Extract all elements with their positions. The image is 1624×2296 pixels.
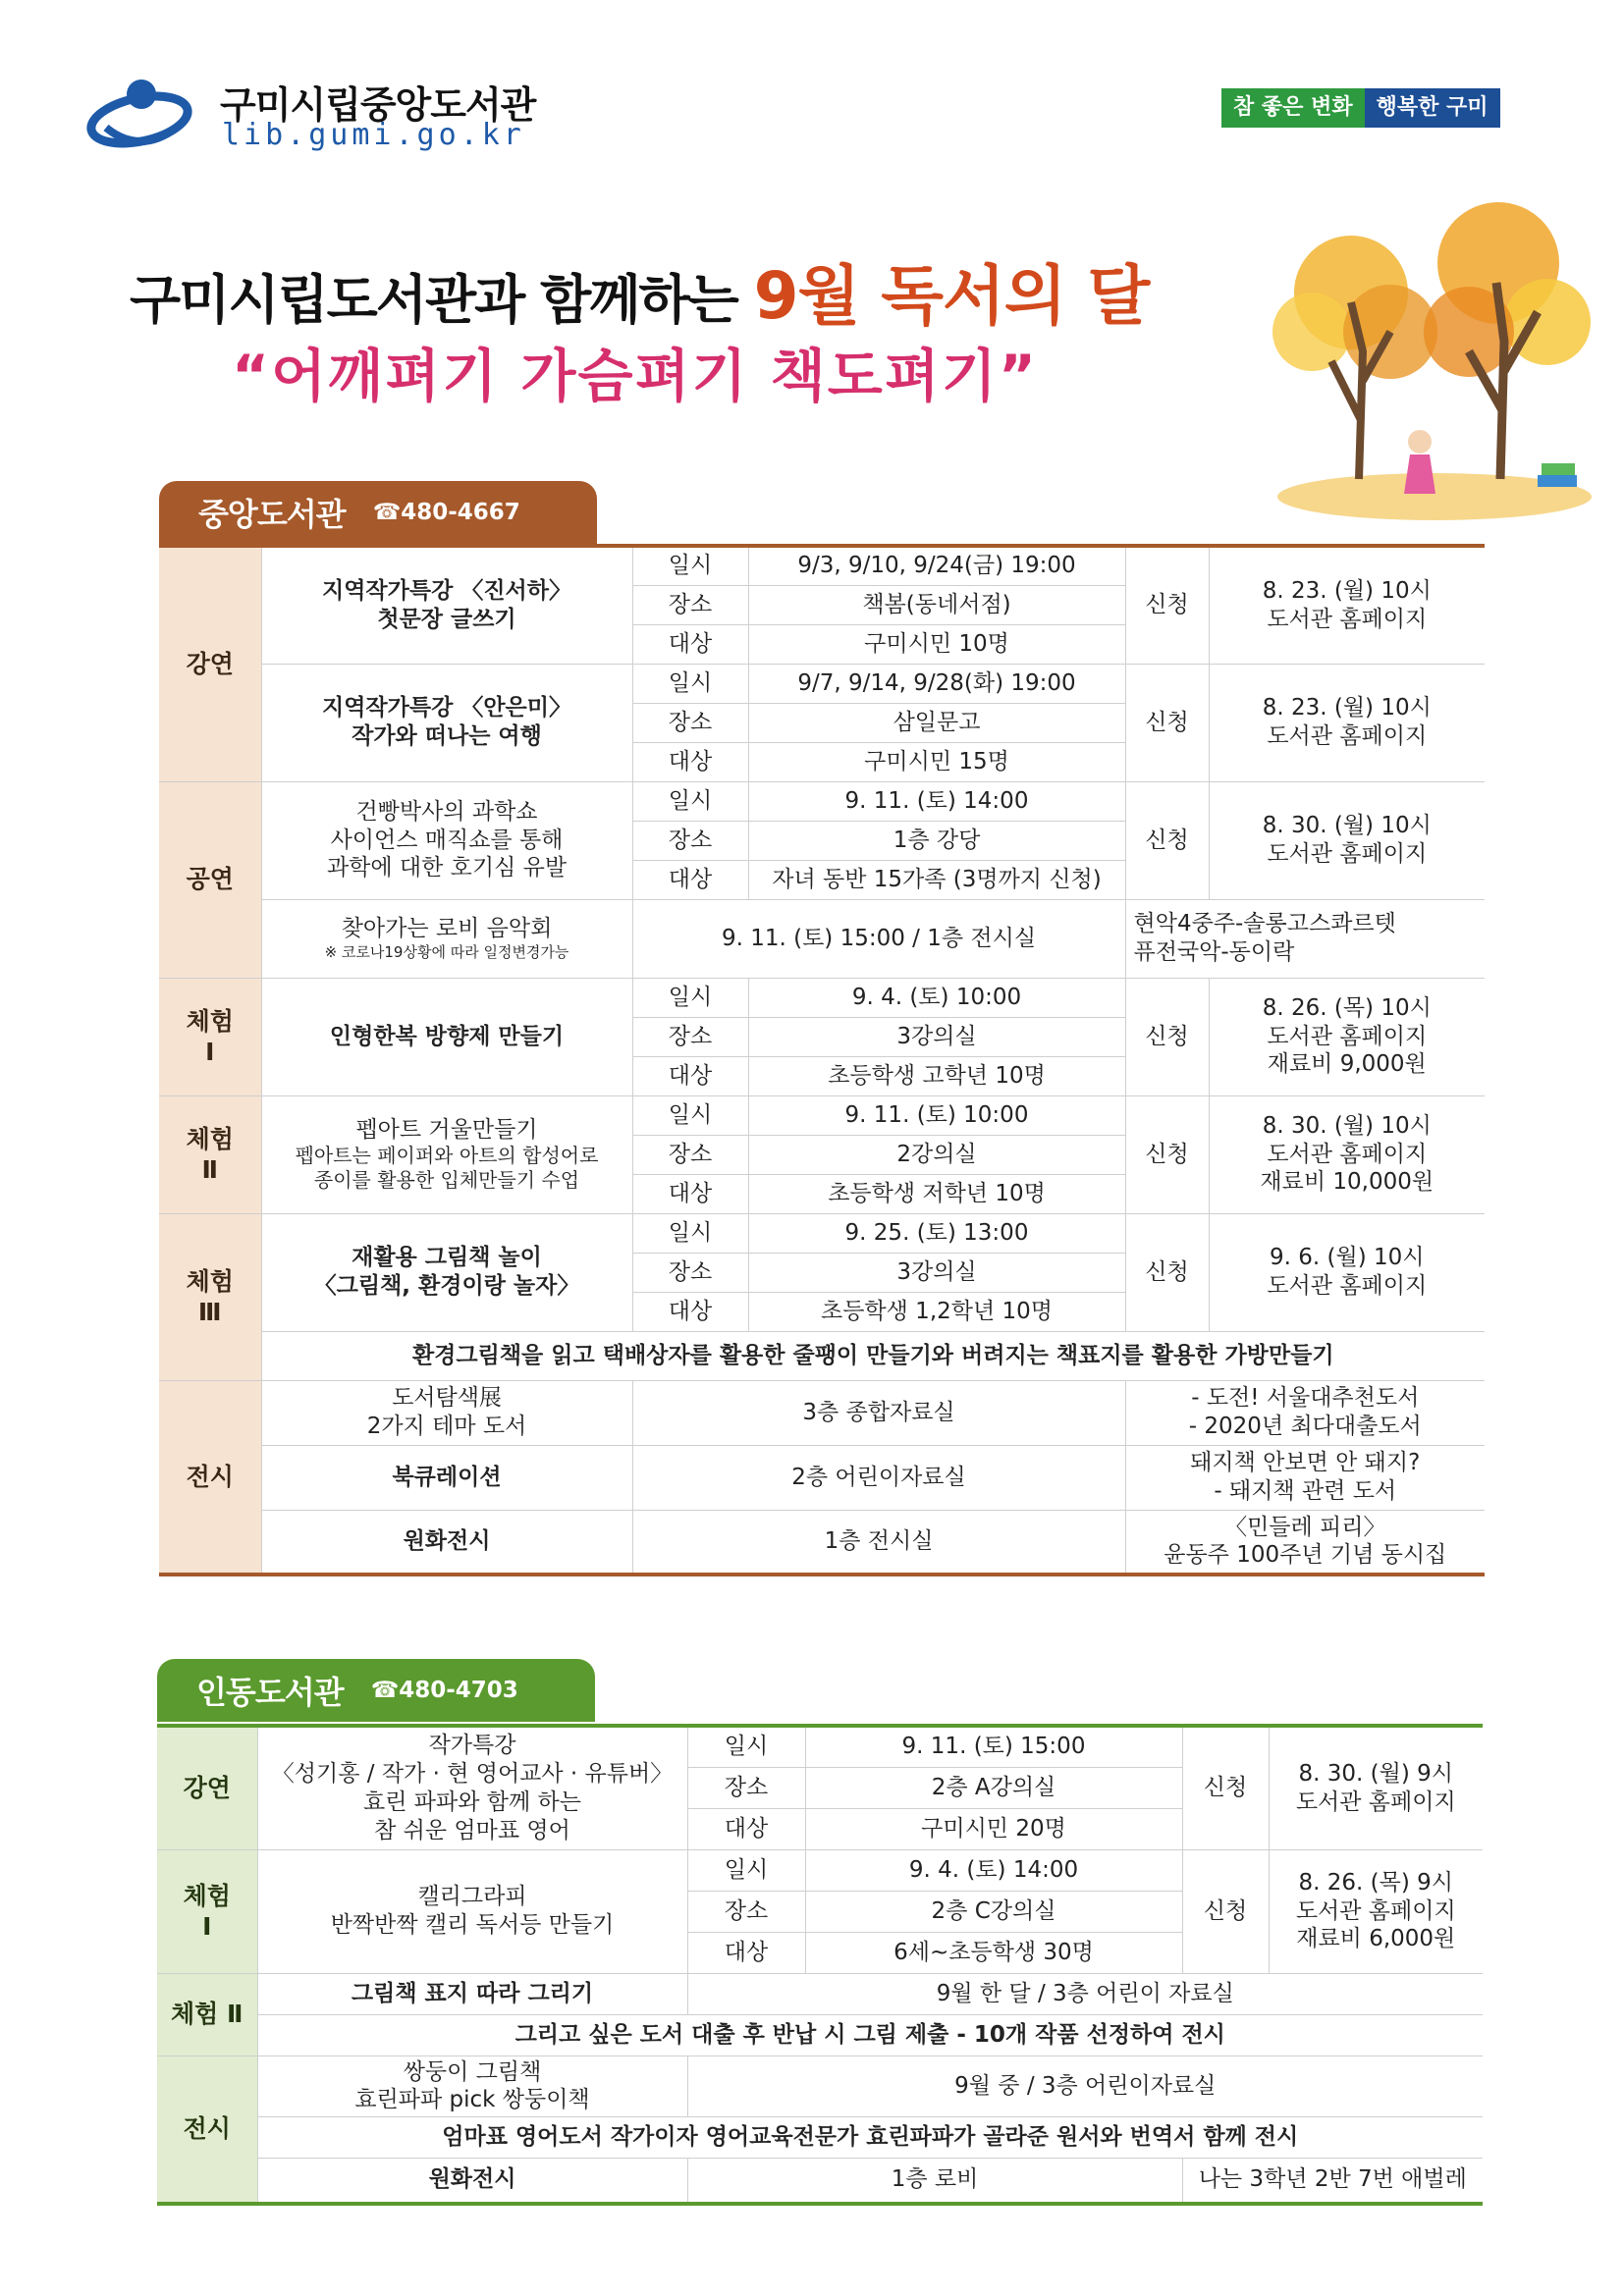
- program-title: 쌍둥이 그림책 효린파파 pick 쌍둥이책: [257, 2056, 687, 2117]
- category-lecture: 강연: [157, 1726, 257, 1849]
- category-experience-1: 체험 Ⅰ: [159, 978, 261, 1095]
- program-date: 9. 11. (토) 15:00: [805, 1726, 1182, 1767]
- program-target: 자녀 동반 15가족 (3명까지 신청): [748, 860, 1125, 899]
- program-target: 구미시민 20명: [805, 1808, 1182, 1849]
- program-place: 1층 전시실: [632, 1510, 1125, 1575]
- table-row: [157, 2159, 1483, 2204]
- label-date: 일시: [632, 1095, 748, 1135]
- table-row: [157, 1973, 1483, 2014]
- category-experience-1: 체험 Ⅰ: [157, 1849, 257, 1973]
- label-target: 대상: [687, 1808, 805, 1849]
- table-row: [159, 1510, 1485, 1575]
- program-date: 9. 4. (토) 10:00: [748, 978, 1125, 1017]
- program-place: 1층 로비: [687, 2159, 1182, 2204]
- program-apply: 8. 26. (목) 9시 도서관 홈페이지 재료비 6,000원: [1269, 1849, 1483, 1973]
- label-place: 장소: [632, 1017, 748, 1056]
- program-detail: 9. 11. (토) 15:00 / 1층 전시실: [632, 899, 1125, 978]
- program-title: 재활용 그림책 놀이 〈그림책, 환경이랑 놀자〉: [261, 1213, 632, 1331]
- table-row: [159, 1331, 1485, 1380]
- city-slogan: [1221, 88, 1500, 128]
- label-date: 일시: [687, 1849, 805, 1891]
- table-row: [157, 1849, 1483, 1891]
- label-target: 대상: [632, 1292, 748, 1331]
- program-place: 3강의실: [748, 1253, 1125, 1292]
- central-library-tab: [159, 481, 597, 544]
- program-performers: 현악4중주-솔롱고스콰르텟 퓨전국악-동이락: [1125, 899, 1485, 978]
- label-place: 장소: [632, 1253, 748, 1292]
- indong-program-table: [157, 1724, 1483, 2206]
- program-apply: 8. 30. (월) 10시 도서관 홈페이지: [1209, 781, 1485, 899]
- label-date: 일시: [632, 978, 748, 1017]
- label-date: 일시: [687, 1726, 805, 1767]
- indong-library-tab: [157, 1659, 595, 1722]
- slogan-left: 참 좋은 변화: [1221, 88, 1365, 128]
- program-desc: - 도전! 서울대추천도서 - 2020년 최다대출도서: [1125, 1380, 1485, 1445]
- central-library-phone: ☎480-4667: [372, 500, 520, 525]
- program-target: 구미시민 10명: [748, 624, 1125, 664]
- category-lecture: 강연: [159, 546, 261, 781]
- indong-library-phone: ☎480-4703: [370, 1678, 518, 1703]
- label-date: 일시: [632, 664, 748, 703]
- table-row: [159, 781, 1485, 821]
- label-apply: 신청: [1125, 1095, 1209, 1213]
- label-apply: 신청: [1182, 1726, 1269, 1849]
- program-place: 2강의실: [748, 1135, 1125, 1174]
- program-place: 3층 종합자료실: [632, 1380, 1125, 1445]
- label-place: 장소: [687, 1891, 805, 1932]
- library-logo-icon: [86, 71, 192, 161]
- program-place: 2층 어린이자료실: [632, 1445, 1125, 1510]
- label-target: 대상: [687, 1932, 805, 1973]
- slogan-right: 행복한 구미: [1365, 88, 1500, 128]
- program-desc: 나는 3학년 2반 7번 애벌레: [1182, 2159, 1483, 2204]
- program-apply: 9. 6. (월) 10시 도서관 홈페이지: [1209, 1213, 1485, 1331]
- program-place: 3강의실: [748, 1017, 1125, 1056]
- program-date: 9/3, 9/10, 9/24(금) 19:00: [748, 546, 1125, 585]
- table-row: [159, 664, 1485, 703]
- program-place: 삼일문고: [748, 703, 1125, 742]
- label-date: 일시: [632, 781, 748, 821]
- program-note: 환경그림책을 읽고 택배상자를 활용한 줄팽이 만들기와 버려지는 책표지를 활용한 가방만들기: [261, 1331, 1485, 1380]
- library-url[interactable]: lib.gumi.go.kr: [222, 118, 525, 152]
- category-experience-3: 체험 Ⅲ: [159, 1213, 261, 1380]
- program-title: 작가특강 〈성기홍 / 작가 · 현 영어교사 · 유튜버〉 효린 파파와 함께 하는 참 쉬운 엄마표 영어: [257, 1726, 687, 1849]
- label-place: 장소: [632, 585, 748, 624]
- label-target: 대상: [632, 860, 748, 899]
- label-target: 대상: [632, 1056, 748, 1095]
- program-place: 1층 강당: [748, 821, 1125, 860]
- label-date: 일시: [632, 546, 748, 585]
- page-subtitle: “어깨펴기 가슴펴기 책도펴기”: [232, 343, 1038, 409]
- program-title: 찾아가는 로비 음악회 ※ 코로나19상황에 따라 일정변경가능: [261, 899, 632, 978]
- program-target: 6세~초등학생 30명: [805, 1932, 1182, 1973]
- program-apply: 8. 23. (월) 10시 도서관 홈페이지: [1209, 546, 1485, 664]
- category-experience-2: 체험 Ⅱ: [159, 1095, 261, 1213]
- program-detail: 9월 한 달 / 3층 어린이 자료실: [687, 1973, 1483, 2014]
- program-apply: 8. 30. (월) 9시 도서관 홈페이지: [1269, 1726, 1483, 1849]
- label-date: 일시: [632, 1213, 748, 1253]
- program-title: 그림책 표지 따라 그리기: [257, 1973, 687, 2014]
- program-title: 도서탐색展 2가지 테마 도서: [261, 1380, 632, 1445]
- program-place: 책봄(동네서점): [748, 585, 1125, 624]
- label-target: 대상: [632, 624, 748, 664]
- program-place: 2층 A강의실: [805, 1767, 1182, 1808]
- label-apply: 신청: [1125, 978, 1209, 1095]
- program-note: 엄마표 영어도서 작가이자 영어교육전문가 효린파파가 골라준 원서와 번역서 함께 전시: [257, 2117, 1483, 2159]
- program-desc: 〈민들레 피리〉 윤동주 100주년 기념 동시집: [1125, 1510, 1485, 1575]
- program-title: 펩아트 거울만들기 펩아트는 페이퍼와 아트의 합성어로 종이를 활용한 입체만들기 수업: [261, 1095, 632, 1213]
- program-date: 9. 4. (토) 14:00: [805, 1849, 1182, 1891]
- table-row: [159, 1445, 1485, 1510]
- central-program-table: [159, 544, 1485, 1576]
- label-apply: 신청: [1182, 1849, 1269, 1973]
- table-row: [159, 1380, 1485, 1445]
- title-highlight: 9월 독서의 달: [753, 258, 1150, 334]
- label-place: 장소: [632, 1135, 748, 1174]
- program-apply: 8. 30. (월) 10시 도서관 홈페이지 재료비 10,000원: [1209, 1095, 1485, 1213]
- label-apply: 신청: [1125, 664, 1209, 781]
- page-title: [130, 243, 1149, 337]
- category-exhibit: 전시: [159, 1380, 261, 1575]
- program-title: 인형한복 방향제 만들기: [261, 978, 632, 1095]
- program-target: 구미시민 15명: [748, 742, 1125, 781]
- table-row: [157, 2117, 1483, 2159]
- program-apply: 8. 23. (월) 10시 도서관 홈페이지: [1209, 664, 1485, 781]
- table-row: [157, 2056, 1483, 2117]
- table-row: [159, 546, 1485, 585]
- program-date: 9. 11. (토) 14:00: [748, 781, 1125, 821]
- program-place: 2층 C강의실: [805, 1891, 1182, 1932]
- category-experience-2: 체험 Ⅱ: [157, 1973, 257, 2056]
- library-name: 구미시립중앙도서관: [220, 83, 536, 127]
- table-row: [159, 978, 1485, 1017]
- autumn-tree-illustration: [1272, 185, 1597, 523]
- table-row: [159, 1213, 1485, 1253]
- central-library-name: 중앙도서관: [198, 496, 346, 533]
- label-apply: 신청: [1125, 781, 1209, 899]
- table-row: [157, 1726, 1483, 1767]
- program-title: 북큐레이션: [261, 1445, 632, 1510]
- table-row: [159, 1095, 1485, 1135]
- program-apply: 8. 26. (목) 10시 도서관 홈페이지 재료비 9,000원: [1209, 978, 1485, 1095]
- label-place: 장소: [632, 703, 748, 742]
- label-apply: 신청: [1125, 546, 1209, 664]
- program-title: 원화전시: [257, 2159, 687, 2204]
- label-place: 장소: [632, 821, 748, 860]
- program-title: 지역작가특강 〈진서하〉 첫문장 글쓰기: [261, 546, 632, 664]
- table-row: [157, 2014, 1483, 2056]
- label-apply: 신청: [1125, 1213, 1209, 1331]
- program-date: 9. 11. (토) 10:00: [748, 1095, 1125, 1135]
- program-target: 초등학생 저학년 10명: [748, 1174, 1125, 1213]
- program-date: 9/7, 9/14, 9/28(화) 19:00: [748, 664, 1125, 703]
- label-target: 대상: [632, 742, 748, 781]
- category-exhibit: 전시: [157, 2056, 257, 2204]
- program-title: 캘리그라피 반짝반짝 캘리 독서등 만들기: [257, 1849, 687, 1973]
- indong-library-name: 인동도서관: [196, 1674, 344, 1711]
- title-prefix: 구미시립도서관과 함께하는: [130, 269, 754, 331]
- label-place: 장소: [687, 1767, 805, 1808]
- program-title: 건빵박사의 과학쇼 사이언스 매직쇼를 통해 과학에 대한 호기심 유발: [261, 781, 632, 899]
- program-desc: 돼지책 안보면 안 돼지? - 돼지책 관련 도서: [1125, 1445, 1485, 1510]
- program-title: 원화전시: [261, 1510, 632, 1575]
- category-perform: 공연: [159, 781, 261, 978]
- program-note: 그리고 싶은 도서 대출 후 반납 시 그림 제출 - 10개 작품 선정하여 전시: [257, 2014, 1483, 2056]
- label-target: 대상: [632, 1174, 748, 1213]
- program-date: 9. 25. (토) 13:00: [748, 1213, 1125, 1253]
- program-title: 지역작가특강 〈안은미〉 작가와 떠나는 여행: [261, 664, 632, 781]
- table-row: [159, 899, 1485, 978]
- program-detail: 9월 중 / 3층 어린이자료실: [687, 2056, 1483, 2117]
- program-target: 초등학생 고학년 10명: [748, 1056, 1125, 1095]
- program-target: 초등학생 1,2학년 10명: [748, 1292, 1125, 1331]
